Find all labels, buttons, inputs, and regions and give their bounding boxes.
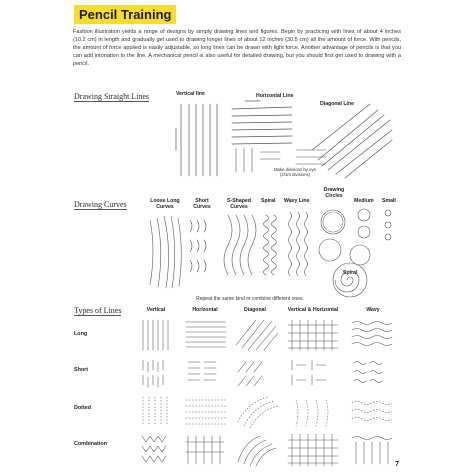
label-spiral: Spiral	[261, 198, 276, 204]
label-drawing-circles: Drawing Circles	[323, 187, 345, 199]
vertical-lines-drawing	[176, 104, 217, 176]
wavy-lines-drawing	[289, 212, 308, 276]
s-shaped-curves-drawing	[224, 215, 256, 275]
row-label-short: Short	[74, 367, 89, 373]
column-header-horizontal: Horizontal	[192, 307, 218, 313]
label-medium: Medium	[354, 198, 374, 204]
label-loose-long-curves: Loose Long Curves	[150, 198, 180, 210]
label-s-shaped-curves: S-Shaped Curves	[227, 198, 251, 210]
label-short-curves: Short Curves	[193, 198, 211, 210]
label-diagonal-line: Diagonal Line	[320, 101, 355, 107]
label-wavy-line: Wavy Line	[284, 198, 310, 204]
column-header-diagonal: Diagonal	[244, 307, 266, 313]
section-heading-types: Types of Lines	[74, 306, 122, 315]
spiral-drawing	[264, 215, 277, 275]
division-lines-drawing	[236, 148, 326, 172]
label-vertical-line: Vertical line	[176, 91, 205, 97]
loose-long-curves-drawing	[150, 216, 181, 288]
column-header-wavy: Wavy	[366, 307, 380, 313]
horizontal-lines-drawing	[232, 101, 292, 144]
short-curves-drawing	[190, 220, 206, 272]
column-header-vertical-horizontal: Vertical & Horizontal	[287, 307, 339, 313]
column-header-vertical: Vertical	[146, 307, 166, 313]
row-label-dotted: Dotted	[74, 405, 92, 411]
label-horizontal-line: Horizontal Line	[256, 93, 294, 99]
intro-paragraph: Fashion illustration yields a range of designs by simply drawing lines and figures. Begin by practicing with lines of about 4 inches (10.2 cm) in length and gradually get used to drawing longer lines of about 12 inches (30.5 cm) all the amount of force. With pencils, the amount of force applied is easily adjustable, so long lines can be drawn with light force. Another advantage of pencils is that you can add intonation to the line. A mechanical pencil is also useful for detailed drawing, but you should first get used to drawing with a pencil.	[73, 29, 401, 68]
types-grid-drawing	[142, 320, 392, 466]
section-heading-curves: Drawing Curves	[74, 200, 127, 209]
circles-drawing	[319, 209, 391, 297]
row-label-combination: Combination	[74, 441, 107, 447]
section-heading-straight: Drawing Straight Lines	[74, 92, 150, 101]
types-note: Repeat the same kind or combine different ones.	[196, 296, 304, 302]
page-number: 7	[395, 461, 399, 468]
row-label-long: Long	[74, 331, 88, 337]
page-title: Pencil Training	[74, 5, 176, 24]
label-small: Small	[382, 198, 396, 204]
label-spiral-circle: Spiral	[343, 270, 358, 276]
diagonal-lines-drawing	[312, 104, 392, 178]
label-divisions: Make divisions by eye (2/3/4 divisions)	[273, 167, 317, 177]
